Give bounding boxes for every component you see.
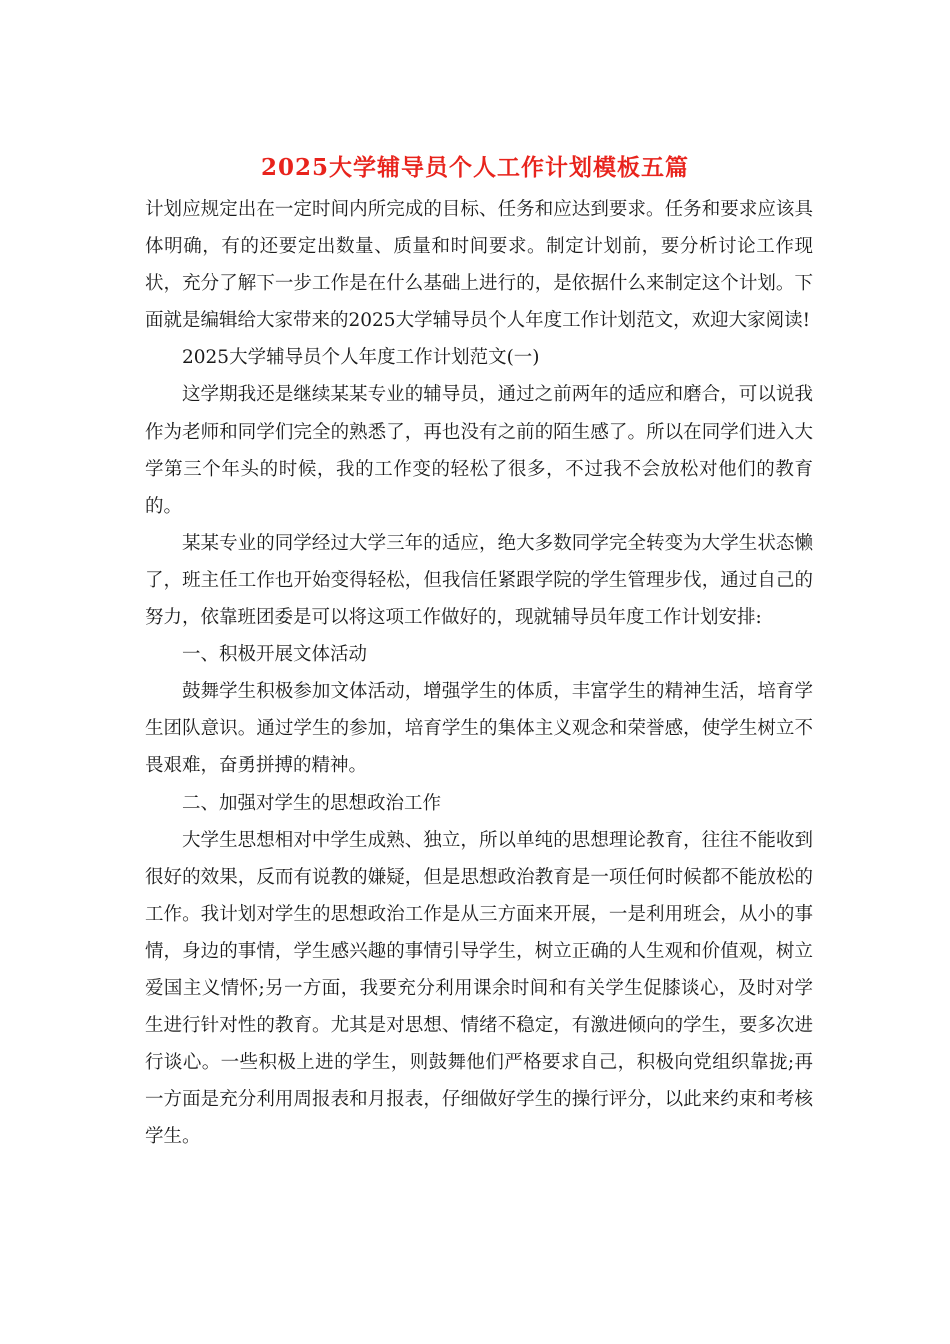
subheading-cultural-sports-activities: 一、积极开展文体活动	[182, 644, 368, 666]
subheading-ideological-political-work: 二、加强对学生的思想政治工作	[182, 792, 442, 814]
body-paragraph: 这学期我还是继续某某专业的辅导员，通过之前两年的适应和磨合，可以说我作为老师和同学们完全的熟悉了，再也没有之前的陌生感了。所以在同学们进入大学第三个年头的时候，我的工作变的轻松了很多，不过我不会放松对他们的教育的。	[145, 384, 813, 517]
body-paragraph: 大学生思想相对中学生成熟、独立，所以单纯的思想理论教育，往往不能收到很好的效果，反而有说教的嫌疑，但是思想政治教育是一项任何时候都不能放松的工作。我计划对学生的思想政治工作是从三方面来开展，一是利用班会，从小的事情，身边的事情，学生感兴趣的事情引导学生，树立正确的人生观和价值观，树立爱国主义情怀;另一方面，我要充分利用课余时间和有关学生促膝谈心，及时对学生进行针对性的教育。尤其是对思想、情绪不稳定，有激进倾向的学生，要多次进行谈心。一些积极上进的学生，则鼓舞他们严格要求自己，积极向党组织靠拢;再一方面是充分利用周报表和月报表，仔细做好学生的操行评分，以此来约束和考核学生。	[145, 829, 813, 1148]
document-title: 2025大学辅导员个人工作计划模板五篇	[260, 154, 689, 181]
body-paragraph: 鼓舞学生积极参加文体活动，增强学生的体质，丰富学生的精神生活，培育学生团队意识。通过学生的参加，培育学生的集体主义观念和荣誉感，使学生树立不畏艰难，奋勇拼搏的精神。	[145, 681, 813, 777]
document-body	[145, 191, 813, 1155]
body-paragraph: 某某专业的同学经过大学三年的适应，绝大多数同学完全转变为大学生状态懒了，班主任工作也开始变得轻松，但我信任紧跟学院的学生管理步伐，通过自己的努力，依靠班团委是可以将这项工作做好的，现就辅导员年度工作计划安排:	[145, 532, 813, 629]
section-heading-sample-one: 2025大学辅导员个人年度工作计划范文(一)	[182, 347, 540, 369]
intro-paragraph: 计划应规定出在一定时间内所完成的目标、任务和应达到要求。任务和要求应该具体明确，有的还要定出数量、质量和时间要求。制定计划前，要分析讨论工作现状，充分了解下一步工作是在什么基础上进行的，是依据什么来制定这个计划。下面就是编辑给大家带来的2025大学辅导员个人年度工作计划范文，欢迎大家阅读!	[145, 199, 813, 332]
